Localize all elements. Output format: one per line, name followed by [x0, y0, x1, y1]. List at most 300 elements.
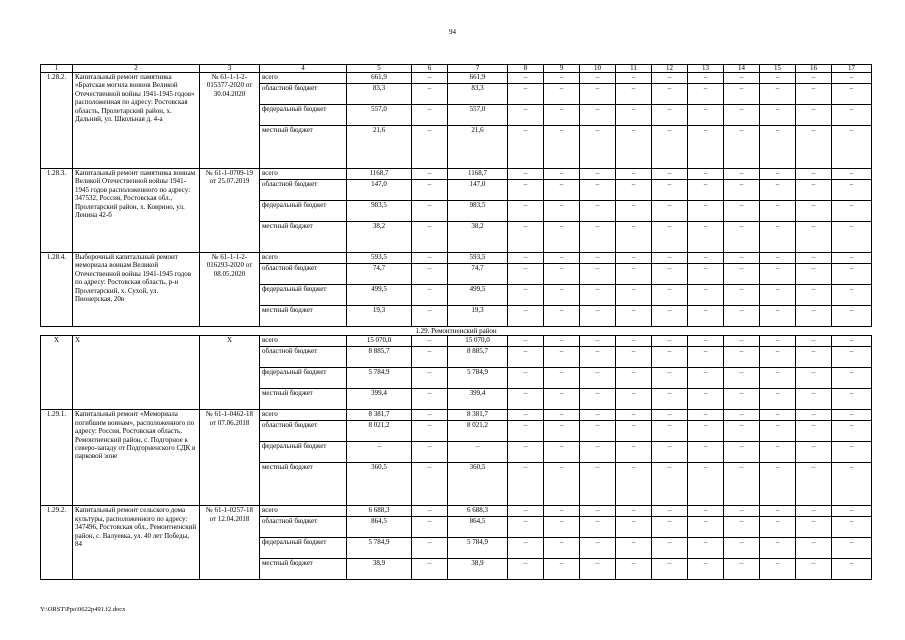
amount-cell: –: [796, 84, 832, 105]
amount-cell: 661,9: [448, 73, 508, 84]
amount-cell: –: [796, 389, 832, 410]
amount-cell: –: [688, 368, 724, 389]
amount-cell: 38,9: [448, 559, 508, 580]
amount-cell: –: [724, 442, 760, 463]
amount-cell: –: [760, 421, 796, 442]
amount-cell: –: [580, 306, 616, 327]
amount-cell: 360,5: [448, 463, 508, 506]
amount-cell: –: [580, 222, 616, 253]
funding-source: местный бюджет: [260, 389, 347, 410]
amount-cell: –: [544, 222, 580, 253]
amount-cell: –: [688, 442, 724, 463]
amount-cell: –: [652, 169, 688, 180]
amount-cell: –: [412, 253, 448, 264]
amount-cell: –: [760, 538, 796, 559]
amount-cell: –: [544, 410, 580, 421]
amount-cell: –: [508, 306, 544, 327]
amount-cell: –: [688, 126, 724, 169]
amount-cell: 21,6: [448, 126, 508, 169]
item-name: Капитальный ремонт памятника воинам Великой Отечественной войны 1941-1945 годов расположенного по адресу: 347532, Россия, Ростовская обл., Пролетарский район, х. Коврино, ул. Ленина 42-б: [73, 169, 200, 253]
amount-cell: –: [544, 389, 580, 410]
table-row: [41, 253, 872, 264]
funding-source: местный бюджет: [260, 222, 347, 253]
amount-cell: –: [580, 538, 616, 559]
item-number: 1.28.4.: [41, 253, 73, 327]
amount-cell: –: [796, 517, 832, 538]
column-header: 12: [652, 65, 688, 73]
amount-cell: –: [616, 336, 652, 347]
amount-cell: –: [688, 506, 724, 517]
amount-cell: –: [616, 538, 652, 559]
amount-cell: –: [508, 506, 544, 517]
amount-cell: –: [544, 105, 580, 126]
amount-cell: –: [760, 169, 796, 180]
amount-cell: –: [580, 389, 616, 410]
amount-cell: –: [580, 506, 616, 517]
item-number: Х: [41, 336, 73, 410]
amount-cell: –: [508, 285, 544, 306]
amount-cell: 8 021,2: [347, 421, 412, 442]
amount-cell: –: [616, 421, 652, 442]
amount-cell: 661,9: [347, 73, 412, 84]
funding-source: федеральный бюджет: [260, 201, 347, 222]
amount-cell: –: [760, 410, 796, 421]
amount-cell: –: [832, 222, 872, 253]
amount-cell: –: [832, 180, 872, 201]
amount-cell: –: [724, 347, 760, 368]
funding-source: областной бюджет: [260, 84, 347, 105]
page-number: 94: [449, 28, 456, 36]
amount-cell: –: [652, 264, 688, 285]
amount-cell: –: [760, 222, 796, 253]
amount-cell: –: [616, 180, 652, 201]
amount-cell: –: [832, 506, 872, 517]
amount-cell: –: [760, 84, 796, 105]
amount-cell: –: [544, 368, 580, 389]
funding-source: федеральный бюджет: [260, 105, 347, 126]
amount-cell: –: [544, 463, 580, 506]
amount-cell: –: [760, 442, 796, 463]
amount-cell: –: [832, 201, 872, 222]
amount-cell: 83,3: [448, 84, 508, 105]
amount-cell: –: [616, 84, 652, 105]
amount-cell: –: [724, 306, 760, 327]
amount-cell: –: [796, 285, 832, 306]
amount-cell: –: [652, 368, 688, 389]
amount-cell: –: [652, 105, 688, 126]
amount-cell: –: [508, 410, 544, 421]
amount-cell: –: [724, 169, 760, 180]
amount-cell: –: [448, 442, 508, 463]
amount-cell: –: [544, 421, 580, 442]
amount-cell: –: [652, 126, 688, 169]
amount-cell: –: [688, 389, 724, 410]
section-row: [41, 327, 872, 336]
amount-cell: –: [508, 253, 544, 264]
item-document: № 61-1-0709-19 от 25.07.2019: [200, 169, 260, 253]
item-name: Выборочный капитальный ремонт мемориала воинам Великой Отечественной войны 1941-1945 годов по адресу: Ростовская область, р-н Пролетарский, х. Сухой, ул. Пионерская, 20в: [73, 253, 200, 327]
amount-cell: –: [760, 368, 796, 389]
amount-cell: –: [508, 421, 544, 442]
amount-cell: –: [760, 306, 796, 327]
amount-cell: 8 381,7: [347, 410, 412, 421]
amount-cell: –: [832, 253, 872, 264]
amount-cell: –: [652, 253, 688, 264]
amount-cell: –: [544, 264, 580, 285]
column-header: 3: [200, 65, 260, 73]
column-header: 13: [688, 65, 724, 73]
amount-cell: –: [580, 126, 616, 169]
amount-cell: –: [580, 253, 616, 264]
amount-cell: 19,3: [448, 306, 508, 327]
amount-cell: –: [724, 222, 760, 253]
amount-cell: –: [688, 180, 724, 201]
amount-cell: –: [688, 264, 724, 285]
amount-cell: –: [652, 538, 688, 559]
amount-cell: 5 784,9: [448, 368, 508, 389]
amount-cell: 499,5: [347, 285, 412, 306]
amount-cell: –: [580, 442, 616, 463]
amount-cell: –: [796, 73, 832, 84]
amount-cell: –: [616, 389, 652, 410]
item-document: № 61-1-1-2-015377-2020 от 30.04.2020: [200, 73, 260, 169]
amount-cell: –: [616, 169, 652, 180]
funding-source: федеральный бюджет: [260, 285, 347, 306]
amount-cell: –: [760, 73, 796, 84]
amount-cell: –: [616, 285, 652, 306]
amount-cell: –: [688, 559, 724, 580]
column-header: 17: [832, 65, 872, 73]
amount-cell: 6 688,3: [347, 506, 412, 517]
amount-cell: –: [832, 264, 872, 285]
amount-cell: –: [724, 421, 760, 442]
amount-cell: –: [652, 201, 688, 222]
funding-source: всего: [260, 506, 347, 517]
amount-cell: –: [580, 410, 616, 421]
funding-source: всего: [260, 169, 347, 180]
amount-cell: –: [412, 368, 448, 389]
amount-cell: –: [580, 463, 616, 506]
amount-cell: –: [580, 336, 616, 347]
amount-cell: –: [580, 264, 616, 285]
item-name: Капитальный ремонт «Мемориала погибшим воинам», расположенного по адресу: Россия, Ростовская область, Ремонтненский район, с. Подгорное к северо-западу от Подгорненского СДК в парковой зоне: [73, 410, 200, 506]
column-header: 2: [73, 65, 200, 73]
amount-cell: –: [688, 253, 724, 264]
amount-cell: –: [544, 347, 580, 368]
amount-cell: –: [508, 336, 544, 347]
amount-cell: –: [412, 105, 448, 126]
amount-cell: 5 784,9: [448, 538, 508, 559]
funding-source: областной бюджет: [260, 347, 347, 368]
amount-cell: –: [544, 253, 580, 264]
amount-cell: –: [832, 559, 872, 580]
amount-cell: –: [508, 84, 544, 105]
amount-cell: –: [688, 285, 724, 306]
amount-cell: 38,2: [448, 222, 508, 253]
amount-cell: –: [616, 559, 652, 580]
table-body: [41, 65, 872, 580]
amount-cell: 74,7: [448, 264, 508, 285]
amount-cell: –: [724, 201, 760, 222]
amount-cell: –: [688, 201, 724, 222]
amount-cell: –: [832, 368, 872, 389]
amount-cell: –: [508, 347, 544, 368]
amount-cell: –: [508, 201, 544, 222]
amount-cell: –: [616, 253, 652, 264]
amount-cell: –: [580, 84, 616, 105]
amount-cell: –: [616, 442, 652, 463]
amount-cell: 864,5: [347, 517, 412, 538]
amount-cell: –: [652, 222, 688, 253]
amount-cell: –: [724, 463, 760, 506]
amount-cell: –: [724, 285, 760, 306]
amount-cell: –: [508, 368, 544, 389]
amount-cell: –: [796, 421, 832, 442]
amount-cell: 15 070,0: [448, 336, 508, 347]
amount-cell: –: [412, 222, 448, 253]
amount-cell: –: [832, 285, 872, 306]
amount-cell: –: [652, 389, 688, 410]
amount-cell: 1168,7: [448, 169, 508, 180]
amount-cell: –: [796, 506, 832, 517]
amount-cell: –: [616, 517, 652, 538]
amount-cell: 15 070,0: [347, 336, 412, 347]
amount-cell: 21,6: [347, 126, 412, 169]
amount-cell: 8 885,7: [347, 347, 412, 368]
column-header: 1: [41, 65, 73, 73]
column-header: 6: [412, 65, 448, 73]
amount-cell: –: [652, 180, 688, 201]
amount-cell: –: [412, 73, 448, 84]
amount-cell: –: [724, 538, 760, 559]
amount-cell: 19,3: [347, 306, 412, 327]
amount-cell: –: [616, 368, 652, 389]
amount-cell: –: [724, 126, 760, 169]
amount-cell: –: [508, 126, 544, 169]
amount-cell: –: [724, 559, 760, 580]
amount-cell: –: [796, 347, 832, 368]
funding-source: федеральный бюджет: [260, 368, 347, 389]
amount-cell: –: [412, 463, 448, 506]
amount-cell: –: [652, 559, 688, 580]
amount-cell: –: [412, 285, 448, 306]
amount-cell: 557,0: [347, 105, 412, 126]
amount-cell: –: [760, 559, 796, 580]
amount-cell: –: [652, 410, 688, 421]
amount-cell: –: [544, 442, 580, 463]
amount-cell: –: [580, 180, 616, 201]
amount-cell: –: [832, 421, 872, 442]
amount-cell: –: [616, 126, 652, 169]
amount-cell: 593,5: [448, 253, 508, 264]
amount-cell: –: [832, 410, 872, 421]
amount-cell: –: [796, 559, 832, 580]
table-row: [41, 73, 872, 84]
amount-cell: –: [760, 180, 796, 201]
amount-cell: 399,4: [347, 389, 412, 410]
amount-cell: –: [724, 517, 760, 538]
column-header: 4: [260, 65, 347, 73]
amount-cell: –: [796, 442, 832, 463]
column-header: 11: [616, 65, 652, 73]
amount-cell: –: [412, 559, 448, 580]
amount-cell: –: [412, 421, 448, 442]
amount-cell: –: [616, 347, 652, 368]
amount-cell: –: [616, 105, 652, 126]
funding-source: областной бюджет: [260, 180, 347, 201]
amount-cell: –: [796, 410, 832, 421]
amount-cell: –: [412, 180, 448, 201]
amount-cell: 5 784,9: [347, 368, 412, 389]
amount-cell: –: [796, 463, 832, 506]
amount-cell: –: [508, 105, 544, 126]
amount-cell: –: [688, 347, 724, 368]
funding-source: областной бюджет: [260, 264, 347, 285]
amount-cell: –: [796, 264, 832, 285]
amount-cell: –: [412, 538, 448, 559]
item-name: Х: [73, 336, 200, 410]
amount-cell: –: [724, 410, 760, 421]
amount-cell: –: [412, 410, 448, 421]
funding-source: местный бюджет: [260, 306, 347, 327]
amount-cell: –: [616, 306, 652, 327]
amount-cell: –: [796, 538, 832, 559]
amount-cell: –: [616, 463, 652, 506]
amount-cell: –: [544, 180, 580, 201]
item-document: № 61-1-0462-18 от 07.06.2018: [200, 410, 260, 506]
amount-cell: 74,7: [347, 264, 412, 285]
amount-cell: 593,5: [347, 253, 412, 264]
amount-cell: –: [724, 180, 760, 201]
amount-cell: 83,3: [347, 84, 412, 105]
amount-cell: –: [832, 517, 872, 538]
amount-cell: –: [796, 201, 832, 222]
amount-cell: –: [832, 347, 872, 368]
amount-cell: –: [688, 517, 724, 538]
amount-cell: –: [508, 442, 544, 463]
budget-table: [40, 64, 872, 580]
amount-cell: –: [544, 73, 580, 84]
amount-cell: –: [412, 336, 448, 347]
amount-cell: –: [724, 264, 760, 285]
funding-source: всего: [260, 73, 347, 84]
amount-cell: –: [688, 105, 724, 126]
amount-cell: –: [796, 180, 832, 201]
funding-source: федеральный бюджет: [260, 442, 347, 463]
funding-source: всего: [260, 253, 347, 264]
funding-source: федеральный бюджет: [260, 538, 347, 559]
amount-cell: –: [760, 517, 796, 538]
amount-cell: –: [580, 517, 616, 538]
amount-cell: –: [508, 389, 544, 410]
amount-cell: –: [688, 306, 724, 327]
amount-cell: –: [544, 538, 580, 559]
amount-cell: –: [412, 347, 448, 368]
amount-cell: –: [724, 506, 760, 517]
amount-cell: 399,4: [448, 389, 508, 410]
column-header: 9: [544, 65, 580, 73]
amount-cell: –: [724, 84, 760, 105]
amount-cell: –: [412, 506, 448, 517]
amount-cell: –: [832, 84, 872, 105]
amount-cell: –: [412, 126, 448, 169]
amount-cell: –: [544, 306, 580, 327]
item-document: Х: [200, 336, 260, 410]
funding-source: местный бюджет: [260, 463, 347, 506]
amount-cell: –: [580, 347, 616, 368]
amount-cell: –: [508, 463, 544, 506]
amount-cell: –: [796, 306, 832, 327]
amount-cell: –: [412, 306, 448, 327]
amount-cell: –: [616, 222, 652, 253]
amount-cell: –: [760, 506, 796, 517]
amount-cell: –: [616, 73, 652, 84]
funding-source: областной бюджет: [260, 421, 347, 442]
amount-cell: –: [616, 264, 652, 285]
amount-cell: –: [508, 222, 544, 253]
amount-cell: –: [652, 506, 688, 517]
amount-cell: –: [544, 285, 580, 306]
amount-cell: –: [688, 421, 724, 442]
amount-cell: –: [796, 105, 832, 126]
item-number: 1.28.2.: [41, 73, 73, 169]
amount-cell: 38,2: [347, 222, 412, 253]
amount-cell: –: [580, 201, 616, 222]
funding-source: местный бюджет: [260, 126, 347, 169]
amount-cell: –: [544, 84, 580, 105]
amount-cell: –: [508, 517, 544, 538]
amount-cell: –: [688, 169, 724, 180]
amount-cell: –: [832, 389, 872, 410]
amount-cell: –: [724, 253, 760, 264]
amount-cell: –: [652, 73, 688, 84]
table-row: [41, 506, 872, 517]
header-row: [41, 65, 872, 73]
amount-cell: –: [688, 410, 724, 421]
funding-source: всего: [260, 410, 347, 421]
amount-cell: –: [796, 222, 832, 253]
amount-cell: –: [412, 442, 448, 463]
amount-cell: 983,5: [347, 201, 412, 222]
footer-path: Y:\ORST\Ppo\0622p491.f2.docx: [40, 606, 126, 613]
table-row: [41, 410, 872, 421]
amount-cell: –: [508, 264, 544, 285]
amount-cell: –: [580, 368, 616, 389]
amount-cell: –: [688, 222, 724, 253]
amount-cell: –: [544, 169, 580, 180]
amount-cell: 360,5: [347, 463, 412, 506]
amount-cell: –: [760, 463, 796, 506]
amount-cell: –: [796, 169, 832, 180]
funding-source: местный бюджет: [260, 559, 347, 580]
amount-cell: –: [544, 336, 580, 347]
amount-cell: –: [544, 201, 580, 222]
item-document: № 61-1-1-2-016293-2020 от 08.05.2020: [200, 253, 260, 327]
table-row: [41, 336, 872, 347]
amount-cell: –: [724, 105, 760, 126]
amount-cell: –: [652, 84, 688, 105]
amount-cell: –: [760, 389, 796, 410]
amount-cell: –: [760, 336, 796, 347]
amount-cell: –: [688, 463, 724, 506]
amount-cell: –: [412, 264, 448, 285]
amount-cell: –: [760, 264, 796, 285]
amount-cell: –: [544, 126, 580, 169]
amount-cell: –: [580, 285, 616, 306]
amount-cell: –: [652, 463, 688, 506]
amount-cell: –: [832, 442, 872, 463]
item-name: Капитальный ремонт сельского дома культуры, расположенного по адресу: 347496, Ростовская обл., Ремонтненский район, с. Валуевка, ул. 40 лет Победы, 84: [73, 506, 200, 580]
